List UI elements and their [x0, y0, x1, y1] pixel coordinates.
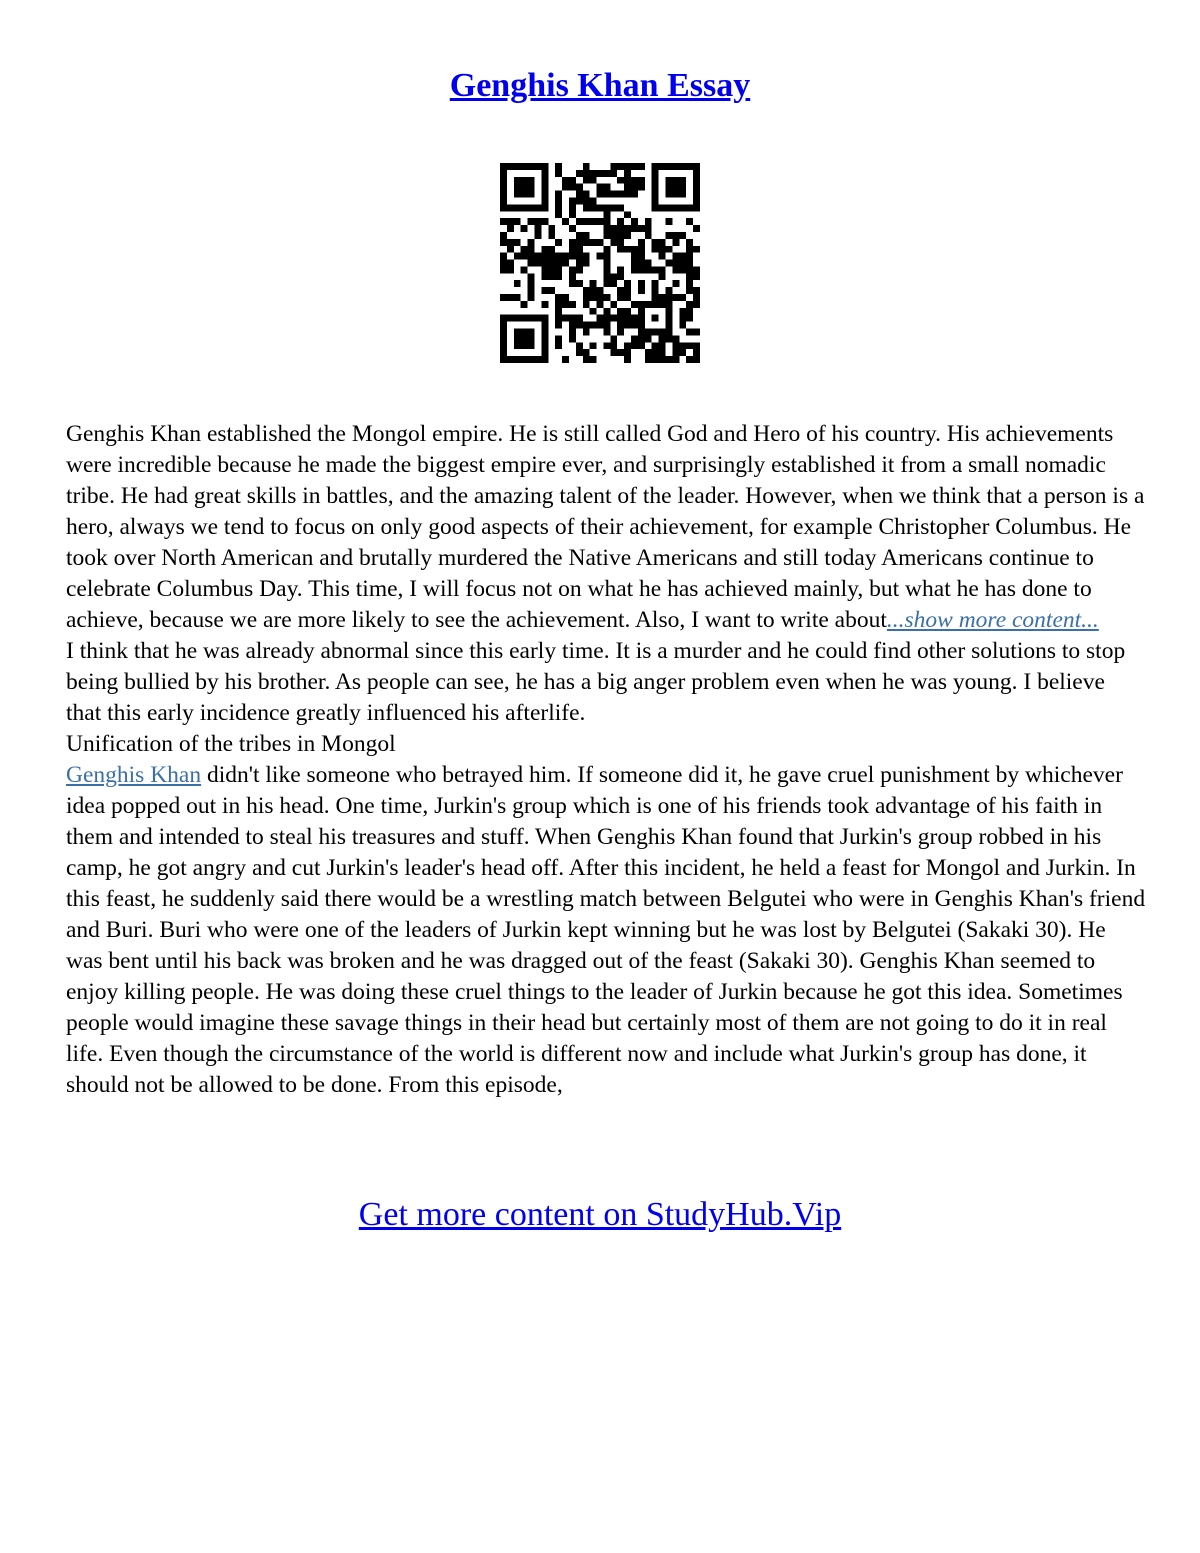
- paragraph-text: didn't like someone who betrayed him. If someone did it, he gave cruel punishment by whichever idea popped out in his head. One time, Jurkin's group which is one of his friends took advantage of his faith in them and intended to steal his treasures and stuff. When Genghis Khan found that Jurkin's group robbed in his camp, he got angry and cut Jurkin's leader's head off. After this incident, he held a feast for Mongol and Jurkin. In this feast, he suddenly said there would be a wrestling match between Belgutei who were in Genghis Khan's friend and Buri. Buri who were one of the leaders of Jurkin kept winning but he was lost by Belgutei (Sakaki 30). He was bent until his back was broken and he was dragged out of the feast (Sakaki 30). Genghis Khan seemed to enjoy killing people. He was doing these cruel things to the leader of Jurkin because he got this idea. Sometimes people would imagine these savage things in their head but certainly most of them are not going to do it in real life. Even though the circumstance of the world is different now and include what Jurkin's group has done, it should not be allowed to be done. From this episode,: [66, 762, 1146, 1098]
- title-link[interactable]: Genghis Khan Essay: [449, 67, 751, 104]
- essay-paragraph: [66, 419, 1146, 636]
- qr-code: [500, 163, 700, 363]
- show-more-link[interactable]: ...show more content...: [886, 607, 1099, 633]
- page-title: [0, 64, 1200, 108]
- paragraph-text: Genghis Khan established the Mongol empire. He is still called God and Hero of his country. His achievements were incredible because he made the biggest empire ever, and surprisingly established it from a small nomadic tribe. He had great skills in battles, and the amazing talent of the leader. However, when we think that a person is a hero, always we tend to focus on only good aspects of their achievement, for example Christopher Columbus. He took over North American and brutally murdered the Native Americans and still today Americans continue to celebrate Columbus Day. This time, I will focus not on what he has achieved mainly, but what he has done to achieve, because we are more likely to see the achievement. Also, I want to write about: [66, 421, 1145, 633]
- genghis-khan-link[interactable]: Genghis Khan: [66, 762, 202, 788]
- essay-body: [66, 419, 1146, 1101]
- essay-paragraph: [66, 760, 1146, 1101]
- get-more-content-link[interactable]: Get more content on StudyHub.Vip: [358, 1196, 842, 1233]
- footer: [0, 1193, 1200, 1237]
- essay-paragraph: I think that he was already abnormal since this early time. It is a murder and he could find other solutions to stop being bullied by his brother. As people can see, he has a big anger problem even when he was young. I believe that this early incidence greatly influenced his afterlife.: [66, 638, 1126, 726]
- qr-code-icon: [500, 163, 700, 363]
- section-subheading: Unification of the tribes in Mongol: [66, 731, 396, 757]
